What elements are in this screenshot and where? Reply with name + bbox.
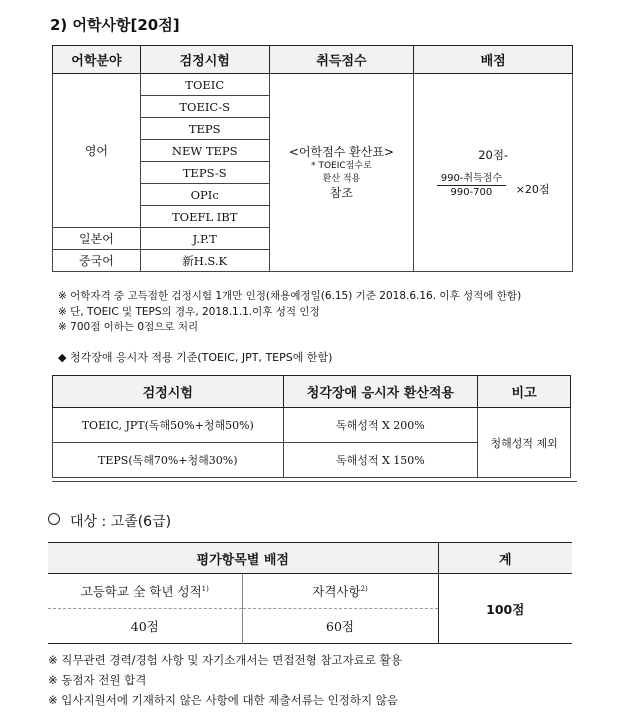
header-conversion: 청각장애 응시자 환산적용 bbox=[283, 376, 478, 408]
hearing-test-cell: TOEIC, JPT(독해50%+청해50%) bbox=[53, 408, 284, 443]
test-cell: TOEFL IBT bbox=[140, 206, 269, 228]
note-item: ※ 입사지원서에 기재하지 않은 사항에 대한 제출서류는 인정하지 않음 bbox=[48, 693, 398, 707]
notes-language bbox=[58, 289, 521, 336]
note-item: ※ 동점자 전원 합격 bbox=[48, 673, 147, 687]
score-sub2: 환산 적용 bbox=[322, 173, 361, 184]
item-grades: 고등학교 全 학년 성적$^{1)}$ bbox=[48, 574, 242, 609]
high-school-score-table bbox=[48, 542, 572, 644]
header-points: 배점 bbox=[414, 46, 573, 74]
score-certificates: 60점 bbox=[242, 609, 438, 644]
score-grades: 40점 bbox=[48, 609, 242, 644]
target-text: 대상 : 고졸(6급) bbox=[70, 514, 172, 530]
test-cell: J.P.T bbox=[140, 228, 269, 250]
hearing-impaired-table bbox=[52, 375, 571, 478]
section-title: 2) 어학사항[20점] bbox=[50, 16, 180, 34]
hearing-value-cell: 독해성적 X 200% bbox=[283, 408, 478, 443]
score-conversion-cell bbox=[269, 74, 414, 272]
circle-bullet-icon bbox=[48, 513, 60, 525]
area-english: 영어 bbox=[53, 74, 141, 228]
target-line bbox=[48, 511, 171, 531]
points-numerator: 990-취득점수 bbox=[437, 169, 506, 186]
test-cell: NEW TEPS bbox=[140, 140, 269, 162]
test-cell: TEPS-S bbox=[140, 162, 269, 184]
note-item: ※ 어학자격 중 고득점한 검정시험 1개만 인정(채용예정일(6.15) 기준 2018.6.16. 이후 성적에 한함) bbox=[58, 290, 522, 302]
test-cell: TOEIC-S bbox=[140, 96, 269, 118]
points-top: 20점- bbox=[478, 148, 509, 162]
test-cell: TEPS bbox=[140, 118, 269, 140]
language-score-table bbox=[52, 45, 573, 272]
note-item: ※ 단, TOEIC 및 TEPS의 경우, 2018.1.1.이후 성적 인정 bbox=[58, 305, 320, 318]
hearing-impaired-title: ◆ 청각장애 응시자 적용 기준(TOEIC, JPT, TEPS에 한함) bbox=[58, 351, 333, 364]
area-chinese: 중국어 bbox=[53, 250, 141, 272]
score-title: <어학점수 환산표> bbox=[288, 145, 394, 160]
points-multiplier: ×20점 bbox=[515, 183, 550, 196]
item-certificates: 자격사항$^{2)}$ bbox=[242, 574, 438, 609]
header-items: 평가항목별 배점 bbox=[48, 543, 438, 574]
hearing-test-cell: TEPS(독해70%+청해30%) bbox=[53, 443, 284, 478]
notes-general bbox=[48, 650, 402, 710]
hearing-remark-cell: 청해성적 제외 bbox=[478, 408, 571, 478]
total-score: 100점 bbox=[486, 601, 525, 617]
points-denominator: 990-700 bbox=[450, 187, 493, 198]
note-item: ※ 직무관련 경력/경험 사항 및 자기소개서는 면접전형 참고자료로 활용 bbox=[48, 653, 402, 667]
note-item: ※ 700점 이하는 0점으로 처리 bbox=[58, 321, 199, 333]
test-cell: TOEIC bbox=[140, 74, 269, 96]
score-sub1: * TOEIC점수로 bbox=[311, 161, 372, 172]
header-total: 계 bbox=[438, 543, 572, 574]
header-test: 검정시험 bbox=[53, 376, 284, 408]
points-fraction bbox=[437, 169, 506, 198]
points-formula-cell bbox=[414, 74, 573, 272]
header-remark: 비고 bbox=[478, 376, 571, 408]
header-test: 검정시험 bbox=[140, 46, 269, 74]
score-ref: 참조 bbox=[329, 185, 354, 200]
header-score: 취득점수 bbox=[269, 46, 414, 74]
test-cell: OPIc bbox=[140, 184, 269, 206]
divider bbox=[52, 481, 577, 482]
area-japanese: 일본어 bbox=[53, 228, 141, 250]
header-field: 어학분야 bbox=[53, 46, 141, 74]
test-cell: 新H.S.K bbox=[140, 250, 269, 272]
hearing-value-cell: 독해성적 X 150% bbox=[283, 443, 478, 478]
